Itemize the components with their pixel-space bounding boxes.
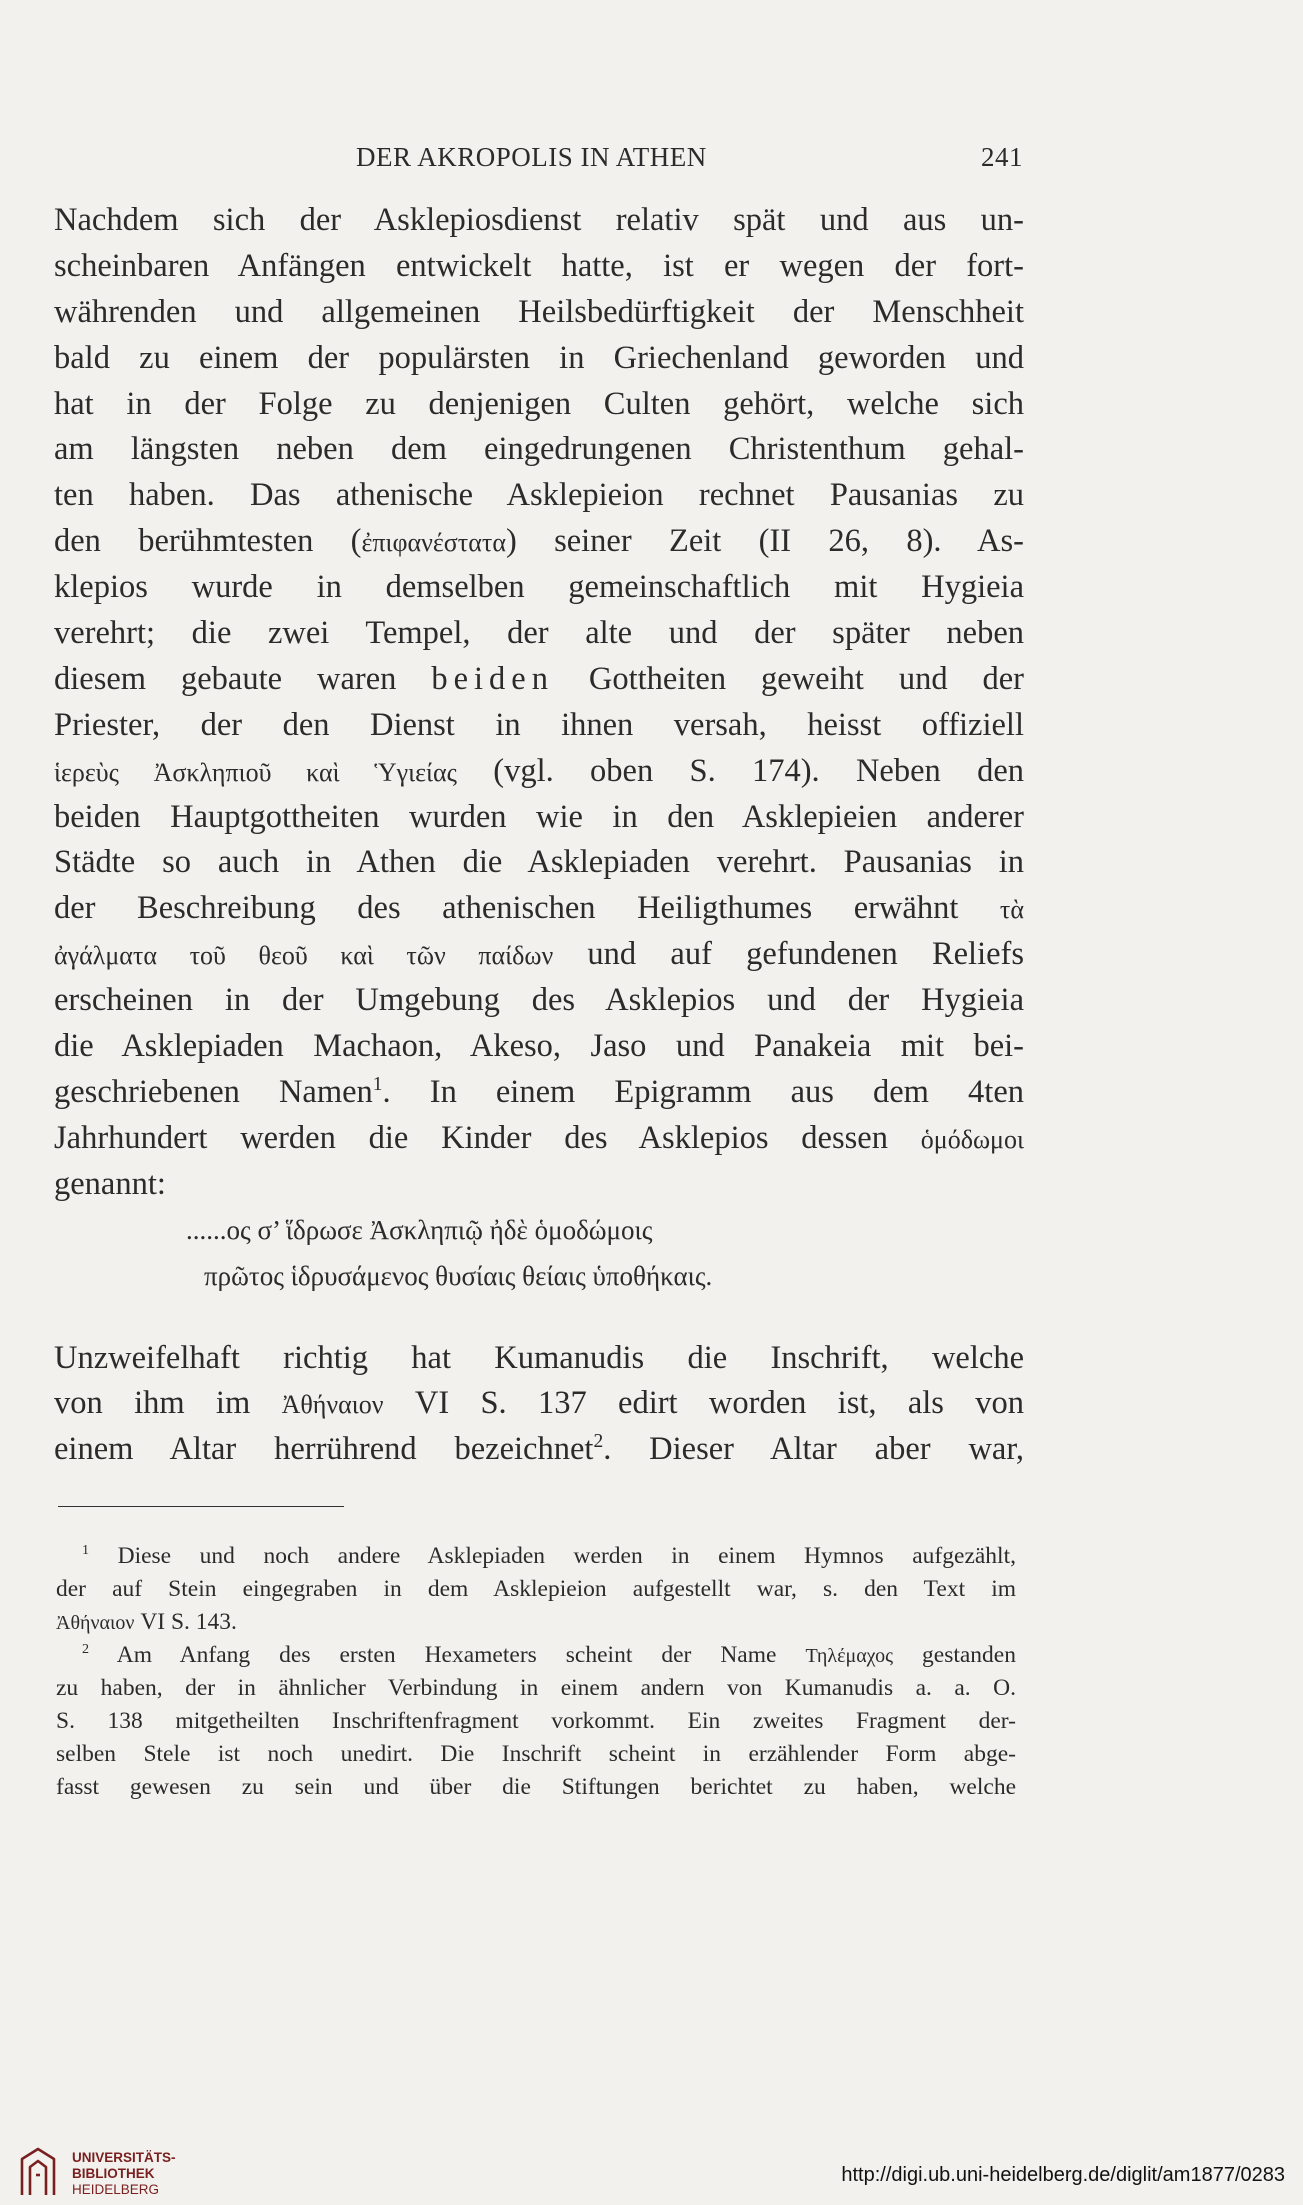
text-line: Städte so auch in Athen die Asklepiaden verehrt. Pausanias in <box>54 844 1024 881</box>
page-number: 241 <box>981 142 1023 172</box>
footnotes <box>56 1540 1016 1804</box>
footnote-line: fasst gewesen zu sein und über die Stiftungen berichtet zu haben, welche <box>56 1774 1016 1800</box>
text-line: geschriebenen Namen$^1$. In einem Epigramm aus dem 4ten <box>54 1073 1024 1110</box>
text-line: währenden und allgemeinen Heilsbedürftigkeit der Menschheit <box>54 293 1024 330</box>
footnote-line: S. 138 mitgetheilten Inschriftenfragment vorkommt. Ein zweites Fragment der- <box>56 1708 1016 1734</box>
text-line: verehrt; die zwei Tempel, der alte und der später neben <box>54 615 1024 652</box>
text-line: scheinbaren Anfängen entwickelt hatte, ist er wegen der fort- <box>54 247 1024 284</box>
footnote-line: der auf Stein eingegraben in dem Asklepieion aufgestellt war, s. den Text im <box>56 1576 1016 1602</box>
text-line: diesem gebaute waren beiden Gottheiten geweiht und der <box>54 660 1024 697</box>
footnote-line: Ἀθήναιον VI S. 143. <box>56 1609 237 1635</box>
epigram-verse: ......ος σ’ ἵδρωσε Ἀσκληπιῷ ἠδὲ ὁμοδώμοις <box>186 1214 653 1245</box>
text-line: ἱερεὺς Ἀσκληπιοῦ καὶ Ὑγιείας (vgl. oben S. 174). Neben den <box>54 752 1024 789</box>
footnote-divider <box>58 1506 344 1507</box>
greek-text: Ἀθήναιον <box>281 1390 384 1420</box>
footnote-line: zu haben, der in ähnlicher Verbindung in einem andern von Kumanudis a. a. O. <box>56 1675 1016 1701</box>
text-line: den berühmtesten (ἐπιφανέστατα) seiner Zeit (II 26, 8). As- <box>54 523 1024 560</box>
text-line: der Beschreibung des athenischen Heiligthumes erwähnt τὰ <box>54 890 1024 927</box>
greek-text: ὁμόδωμοι <box>920 1124 1024 1154</box>
footnote-line: $^1$ Diese und noch andere Asklepiaden werden in einem Hymnos aufgezählt, <box>82 1542 1016 1569</box>
text-line: klepios wurde in demselben gemeinschaftlich mit Hygieia <box>54 569 1024 606</box>
running-title: DER AKROPOLIS IN ATHEN <box>356 142 707 172</box>
greek-text: ἀγάλματα τοῦ θεοῦ καὶ τῶν παίδων <box>54 941 554 971</box>
greek-text: τὰ <box>999 895 1024 925</box>
main-text <box>54 198 1024 1473</box>
greek-text: Τηλέμαχος <box>805 1645 894 1667</box>
footnote-number: 1 <box>82 1542 90 1559</box>
spaced-emphasis: beiden <box>431 660 554 697</box>
text-line: von ihm im Ἀθήναιον VI S. 137 edirt worden ist, als von <box>54 1385 1024 1422</box>
footnote-line: selben Stele ist noch unedirt. Die Inschrift scheint in erzählender Form abge- <box>56 1741 1016 1767</box>
text-line: beiden Hauptgottheiten wurden wie in den Asklepieien anderer <box>54 798 1024 835</box>
text-line: am längsten neben dem eingedrungenen Christenthum gehal- <box>54 431 1024 468</box>
greek-text: ἐπιφανέστατα <box>361 528 506 558</box>
text-line: bald zu einem der populärsten in Griechenland geworden und <box>54 339 1024 376</box>
text-line: genannt: <box>54 1165 166 1202</box>
text-line: die Asklepiaden Machaon, Akeso, Jaso und Panakeia mit bei- <box>54 1028 1024 1065</box>
footnote-line: $^2$ Am Anfang des ersten Hexameters scheint der Name Τηλέμαχος gestanden <box>82 1641 1016 1668</box>
page-header <box>56 142 1023 182</box>
source-url-link[interactable]: http://digi.ub.uni-heidelberg.de/diglit/am1877/0283 <box>841 2164 1285 2186</box>
epigram-verse: πρῶτος ἱδρυσάμενος θυσίαις θείαις ὑποθήκαις. <box>204 1260 713 1291</box>
greek-text: Ἀθήναιον <box>56 1612 135 1634</box>
text-line: erscheinen in der Umgebung des Asklepios und der Hygieia <box>54 982 1024 1019</box>
text-line: hat in der Folge zu denjenigen Culten gehört, welche sich <box>54 385 1024 422</box>
text-line: Nachdem sich der Asklepiosdienst relativ spät und aus un- <box>54 202 1024 238</box>
text-line: Jahrhundert werden die Kinder des Asklepios dessen ὁμόδωμοι <box>54 1119 1024 1156</box>
text-line: einem Altar herrührend bezeichnet$^2$. Dieser Altar aber war, <box>54 1431 1024 1468</box>
footnote-ref: 2 <box>593 1431 604 1453</box>
greek-text: ἱερεὺς Ἀσκληπιοῦ καὶ Ὑγιείας <box>54 757 457 787</box>
footnote-number: 2 <box>82 1641 90 1658</box>
footnote-ref: 1 <box>372 1074 383 1096</box>
library-name: UNIVERSITÄTS- BIBLIOTHEK HEIDELBERG <box>72 2150 176 2197</box>
text-line: ἀγάλματα τοῦ θεοῦ καὶ τῶν παίδων und auf gefundenen Reliefs <box>54 936 1024 973</box>
text-line: Priester, der den Dienst in ihnen versah, heisst offiziell <box>54 706 1024 743</box>
text-line: ten haben. Das athenische Asklepieion rechnet Pausanias zu <box>54 477 1024 514</box>
text-line: Unzweifelhaft richtig hat Kumanudis die Inschrift, welche <box>54 1339 1024 1376</box>
